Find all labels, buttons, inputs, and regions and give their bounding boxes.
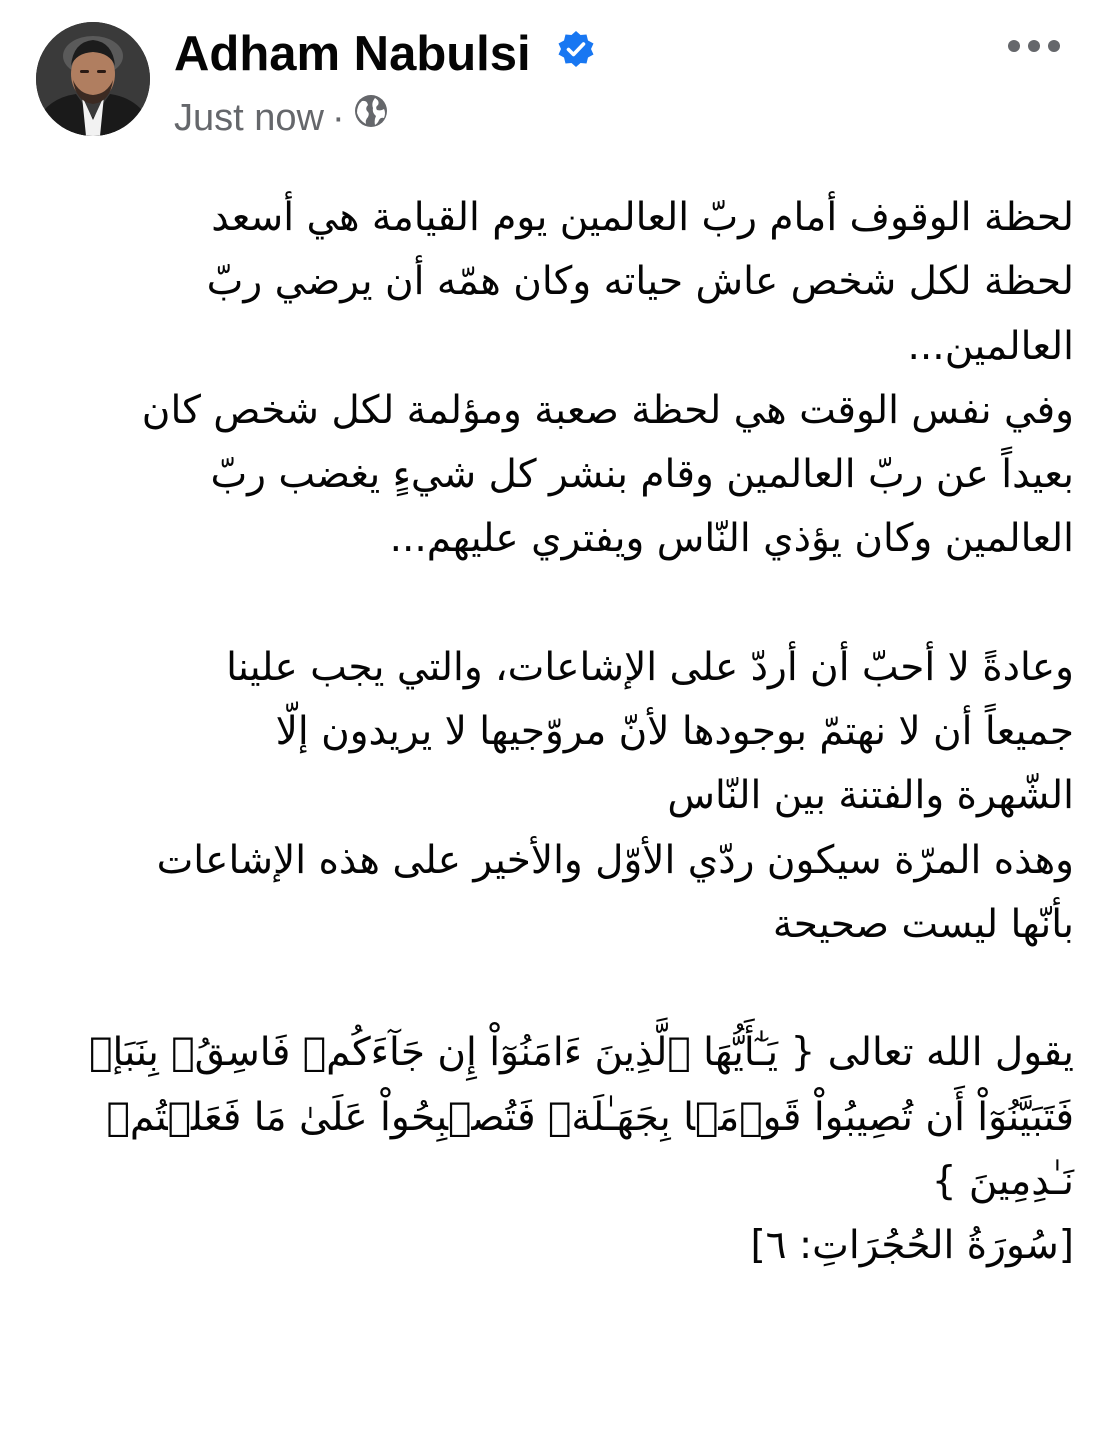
avatar[interactable]: [36, 22, 150, 136]
post-text: [34, 186, 1074, 1278]
paragraph-gap: [34, 572, 1074, 636]
post-paragraph-4: وهذه المرّة سيكون ردّي الأوّل والأخير على هذه الإشاعات بأنّها ليست صحيحة: [156, 837, 1074, 947]
author-name-text[interactable]: Adham Nabulsi: [174, 27, 531, 81]
meta-separator: ·: [331, 97, 345, 139]
post-paragraph-1: لحظة الوقوف أمام ربّ العالمين يوم القيامة هي أسعد لحظة لكل شخص عاش حياته وكان همّه أن يرضي ربّ العالمين...: [206, 195, 1074, 369]
more-options-icon[interactable]: [1006, 36, 1062, 56]
author-name[interactable]: [174, 26, 596, 82]
verified-badge-icon: [556, 25, 596, 81]
post-paragraph-2: وفي نفس الوقت هي لحظة صعبة ومؤلمة لكل شخص كان بعيداً عن ربّ العالمين وقام بنشر كل شيءٍ يغضب ربّ العالمين وكان يؤذي النّاس ويفتري عليهم...: [141, 387, 1074, 562]
post-meta: [174, 94, 389, 142]
globe-icon[interactable]: [353, 93, 389, 141]
post-header: [36, 22, 1074, 142]
post-paragraph-3: وعادةً لا أحبّ أن أردّ على الإشاعات، والتي يجب علينا جميعاً أن لا نهتمّ بوجودها لأنّ مروّجيها لا يريدون إلّا الشّهرة والفتنة بين النّاس: [226, 644, 1074, 819]
paragraph-gap: [34, 957, 1074, 1021]
profile-photo-icon: [36, 22, 150, 136]
post-quran-reference: [سُورَةُ الحُجُرَاتِ: ٦]: [750, 1223, 1074, 1269]
timestamp[interactable]: Just now: [174, 97, 324, 139]
post-quran-quote: يقول الله تعالى { يَـٰٓأَيُّهَا ٱلَّذِينَ ءَامَنُوٓاْ إِن جَآءَكُمۡ فَاسِقُۢ بِنَبَإٖ فَتَبَيَّنُوٓاْ أَن تُصِيبُواْ قَوۡمَۢا بِجَهَـٰلَةٖ فَتُصۡبِحُواْ عَلَىٰ مَا فَعَلۡتُمۡ نَـٰدِمِينَ }: [89, 1030, 1074, 1204]
